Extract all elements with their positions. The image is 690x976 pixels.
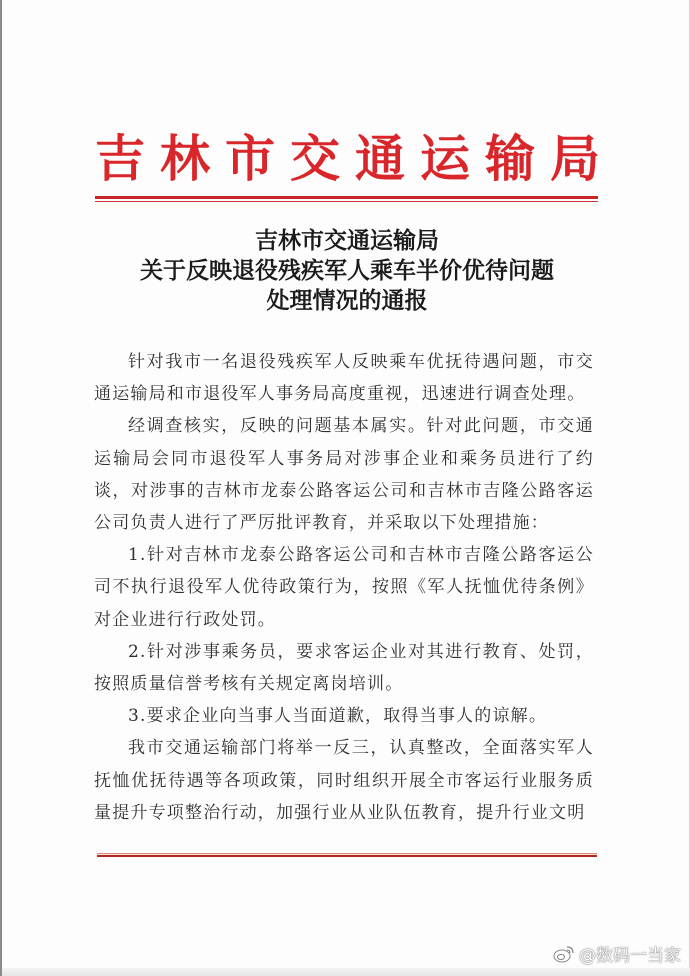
paragraph-findings: 经调查核实，反映的问题基本属实。针对此问题，市交通运输局会同市退役军人事务局对涉事企业和乘务员进行了约谈，对涉事的吉林市龙泰公路客运公司和吉林市吉隆公路客运公司负责人进行了严厉批评教育，并采取以下处理措施：: [94, 416, 594, 534]
paragraph-measure-1: 1.针对吉林市龙泰公路客运公司和吉林市吉隆公路客运公司不执行退役军人优待政策行为，按照《军人抚恤优待条例》对企业进行行政处罚。: [94, 545, 594, 630]
document-title: [2, 226, 690, 316]
paragraph-measure-3: 3.要求企业向当事人当面道歉，取得当事人的谅解。: [128, 706, 548, 727]
title-line-1: 吉林市交通运输局: [255, 227, 439, 254]
paragraph-measure-2: 2.针对涉事乘务员，要求客运企业对其进行教育、处罚，按照质量信誉考核有关规定离岗培训。: [94, 641, 594, 695]
watermark: [553, 941, 681, 966]
document-body: [94, 346, 594, 829]
letterhead-rule-thin: [95, 201, 598, 202]
title-line-2: 关于反映退役残疾军人乘车半价优待问题: [140, 257, 554, 284]
footer-rule: [97, 853, 597, 857]
paragraph-conclusion: 我市交通运输部门将举一反三，认真整改，全面落实军人抚恤优抚待遇等各项政策，同时组织开展全市客运行业服务质量提升专项整治行动，加强行业从业队伍教育，提升行业文明: [94, 738, 594, 823]
scan-edge: [2, 968, 690, 976]
letterhead-rule-thick: [95, 196, 598, 199]
letterhead-org-name: 吉林市交通运输局: [95, 129, 615, 188]
weibo-icon: [553, 945, 575, 963]
title-line-3: 处理情况的通报: [266, 287, 428, 314]
watermark-text: @数码一当家: [579, 946, 681, 966]
paragraph-intro: 针对我市一名退役残疾军人反映乘车优抚待遇问题，市交通运输局和市退役军人事务局高度重视，迅速进行调查处理。: [94, 352, 594, 405]
